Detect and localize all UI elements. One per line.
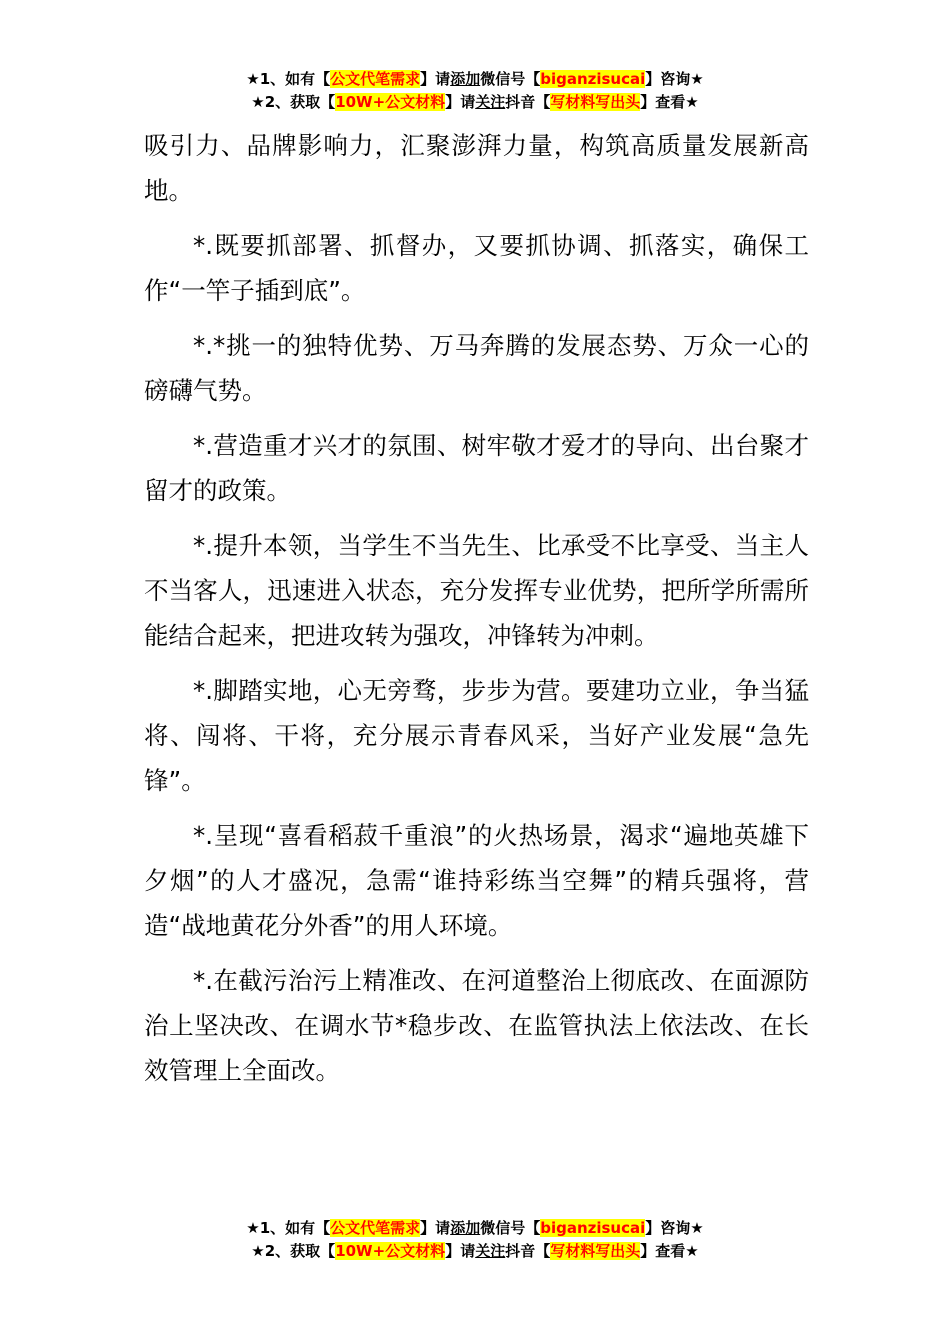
banner-line-1 bbox=[0, 1217, 950, 1240]
banner-text: 抖音【 bbox=[505, 93, 551, 111]
paragraph: *.在截污治污上精准改、在河道整治上彻底改、在面源防治上坚决改、在调水节*稳步改、在监管执法上依法改、在长效管理上全面改。 bbox=[144, 966, 809, 1085]
banner-underlined-text: 添加 bbox=[450, 70, 481, 88]
paragraph: *.提升本领，当学生不当先生、比承受不比享受、当主人不当客人，迅速进入状态，充分发挥专业优势，把所学所需所能结合起来，把进攻转为强攻，冲锋转为冲刺。 bbox=[144, 531, 809, 650]
banner-text: 】咨询★ bbox=[645, 1219, 704, 1237]
footer-banner bbox=[0, 1217, 950, 1263]
paragraph: *.呈现“喜看稻菽千重浪”的火热场景，渴求“遍地英雄下夕烟”的人才盛况，急需“谁持彩练当空舞”的精兵强将，营造“战地黄花分外香”的用人环境。 bbox=[144, 821, 809, 940]
banner-text: 】请 bbox=[420, 70, 451, 88]
banner-text: 】咨询★ bbox=[645, 70, 704, 88]
banner-line-1 bbox=[0, 68, 950, 91]
banner-text: 】请 bbox=[420, 1219, 451, 1237]
banner-highlight: 写材料写出头 bbox=[550, 93, 641, 111]
paragraph: *.*挑一的独特优势、万马奔腾的发展态势、万众一心的磅礴气势。 bbox=[144, 331, 809, 405]
banner-text: 】查看★ bbox=[640, 93, 699, 111]
document-body bbox=[144, 123, 809, 1103]
banner-underlined-text: 添加 bbox=[450, 1219, 481, 1237]
banner-text: 】查看★ bbox=[640, 1242, 699, 1260]
banner-underlined-text: 关注 bbox=[475, 1242, 506, 1260]
banner-line-2 bbox=[0, 1240, 950, 1263]
paragraph: *.既要抓部署、抓督办，又要抓协调、抓落实，确保工作“一竿子插到底”。 bbox=[144, 231, 809, 305]
banner-highlight: 10W+公文材料 bbox=[335, 1242, 446, 1260]
banner-highlight: 公文代笔需求 bbox=[330, 1219, 421, 1237]
banner-text: 微信号【 bbox=[480, 70, 541, 88]
banner-text: 微信号【 bbox=[480, 1219, 541, 1237]
paragraph: *.脚踏实地，心无旁骛，步步为营。要建功立业，争当猛将、闯将、干将，充分展示青春风采，当好产业发展“急先锋”。 bbox=[144, 676, 809, 795]
banner-highlight: 10W+公文材料 bbox=[335, 93, 446, 111]
banner-text: 抖音【 bbox=[505, 1242, 551, 1260]
banner-line-2 bbox=[0, 91, 950, 114]
header-banner bbox=[0, 68, 950, 114]
banner-highlight: 公文代笔需求 bbox=[330, 70, 421, 88]
banner-text: ★1、如有【 bbox=[246, 1219, 331, 1237]
banner-text: ★2、获取【 bbox=[251, 1242, 336, 1260]
banner-highlight: 写材料写出头 bbox=[550, 1242, 641, 1260]
banner-text: ★1、如有【 bbox=[246, 70, 331, 88]
paragraph: 吸引力、品牌影响力，汇聚澎湃力量，构筑高质量发展新高地。 bbox=[144, 131, 809, 205]
banner-highlight: biganzisucai bbox=[540, 70, 646, 88]
banner-text: ★2、获取【 bbox=[251, 93, 336, 111]
paragraph: *.营造重才兴才的氛围、树牢敬才爱才的导向、出台聚才留才的政策。 bbox=[144, 431, 809, 505]
banner-text: 】请 bbox=[445, 93, 476, 111]
banner-text: 】请 bbox=[445, 1242, 476, 1260]
banner-highlight: biganzisucai bbox=[540, 1219, 646, 1237]
banner-underlined-text: 关注 bbox=[475, 93, 506, 111]
